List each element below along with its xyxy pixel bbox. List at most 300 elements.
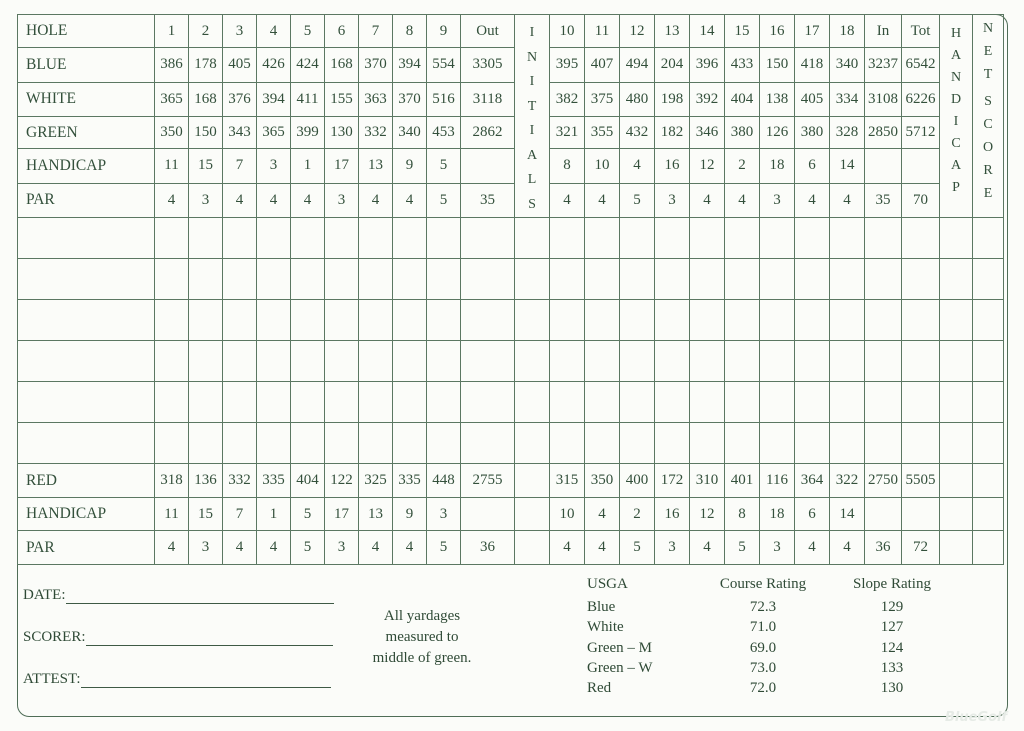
slope-rating: 133 (880, 659, 904, 676)
score-entry-cell[interactable] (973, 300, 1004, 341)
score-entry-cell[interactable] (189, 300, 223, 341)
score-cell: 426 (257, 48, 291, 82)
tot-total: 72 (902, 531, 940, 565)
date-line (66, 603, 334, 604)
score-entry-cell[interactable] (155, 382, 189, 423)
score-cell: 4 (725, 183, 760, 217)
score-cell: 480 (620, 82, 655, 116)
score-entry-cell[interactable] (189, 259, 223, 300)
score-entry-cell[interactable] (940, 341, 973, 382)
score-entry-cell[interactable] (725, 218, 760, 259)
score-entry-cell[interactable] (461, 423, 515, 464)
score-cell: 155 (325, 82, 359, 116)
score-cell: 4 (257, 183, 291, 217)
score-entry-cell[interactable] (865, 300, 902, 341)
tee-name: Red (587, 680, 612, 697)
attest-field[interactable] (23, 671, 331, 688)
score-entry-cell[interactable] (393, 341, 427, 382)
score-entry-cell[interactable] (865, 382, 902, 423)
score-entry-cell[interactable] (18, 259, 155, 300)
score-entry-cell[interactable] (760, 218, 795, 259)
score-entry-cell[interactable] (655, 423, 690, 464)
score-entry-cell[interactable] (795, 218, 830, 259)
score-entry-cell[interactable] (291, 341, 325, 382)
score-entry-cell[interactable] (655, 259, 690, 300)
score-entry-cell[interactable] (393, 300, 427, 341)
score-cell: 10 (585, 149, 620, 183)
score-entry-cell[interactable] (902, 423, 940, 464)
score-cell: 364 (795, 464, 830, 498)
score-cell: 15 (189, 498, 223, 531)
score-entry-cell[interactable] (155, 423, 189, 464)
score-entry-cell[interactable] (690, 382, 725, 423)
score-cell: 17 (325, 498, 359, 531)
score-entry-cell[interactable] (189, 218, 223, 259)
score-entry-cell[interactable] (325, 259, 359, 300)
score-entry-cell[interactable] (359, 259, 393, 300)
score-cell: 150 (189, 116, 223, 148)
score-cell: 365 (155, 82, 189, 116)
score-entry-cell[interactable] (18, 300, 155, 341)
score-cell: 394 (257, 82, 291, 116)
score-entry-cell[interactable] (550, 341, 585, 382)
date-field[interactable] (23, 587, 334, 604)
score-cell: 18 (760, 149, 795, 183)
score-entry-cell[interactable] (257, 218, 291, 259)
score-entry-cell[interactable] (393, 218, 427, 259)
score-entry-cell[interactable] (461, 259, 515, 300)
score-cell: 12 (690, 149, 725, 183)
score-entry-cell[interactable] (690, 218, 725, 259)
score-entry-cell[interactable] (940, 423, 973, 464)
score-cell: 310 (690, 464, 725, 498)
hole-number: 14 (690, 15, 725, 48)
score-cell: 130 (325, 116, 359, 148)
score-entry-cell[interactable] (291, 259, 325, 300)
score-cell: 14 (830, 498, 865, 531)
score-entry-cell[interactable] (257, 341, 291, 382)
score-cell: 4 (223, 531, 257, 565)
score-entry-cell[interactable] (359, 341, 393, 382)
slope-rating-header: Slope Rating (853, 576, 931, 592)
score-cell: 405 (795, 82, 830, 116)
out-total: 36 (461, 531, 515, 565)
score-cell: 404 (725, 82, 760, 116)
score-entry-cell[interactable] (973, 341, 1004, 382)
score-entry-cell[interactable] (795, 382, 830, 423)
score-cell: 3 (760, 183, 795, 217)
score-entry-cell[interactable] (393, 259, 427, 300)
score-entry-cell[interactable] (940, 218, 973, 259)
slope-rating: 129 (880, 599, 904, 615)
score-entry-cell[interactable] (973, 423, 1004, 464)
tee-name: White (587, 619, 624, 636)
score-entry-cell[interactable] (760, 259, 795, 300)
score-entry-cell[interactable] (189, 423, 223, 464)
score-entry-cell[interactable] (291, 218, 325, 259)
score-cell: 4 (830, 531, 865, 565)
score-cell: 328 (830, 116, 865, 148)
score-entry-cell[interactable] (973, 218, 1004, 259)
scorer-field[interactable] (23, 629, 333, 646)
score-cell: 3 (427, 498, 461, 531)
score-cell: 168 (189, 82, 223, 116)
slope-rating: 130 (880, 680, 904, 697)
score-cell: 4 (155, 183, 189, 217)
score-entry-cell[interactable] (18, 218, 155, 259)
score-entry-cell[interactable] (865, 259, 902, 300)
score-entry-cell[interactable] (620, 259, 655, 300)
score-entry-cell[interactable] (155, 300, 189, 341)
score-entry-cell[interactable] (291, 300, 325, 341)
score-entry-cell[interactable] (902, 218, 940, 259)
score-entry-cell[interactable] (18, 382, 155, 423)
score-entry-cell[interactable] (427, 341, 461, 382)
score-cell: 4 (690, 531, 725, 565)
score-entry-cell[interactable] (902, 259, 940, 300)
row-label: RED (18, 464, 155, 498)
score-cell: 335 (393, 464, 427, 498)
score-cell: 335 (257, 464, 291, 498)
score-cell: 3 (760, 531, 795, 565)
handicap-column (940, 15, 973, 218)
initials-column (515, 15, 550, 218)
score-cell: 4 (155, 531, 189, 565)
row-label: PAR (18, 183, 155, 217)
score-entry-cell[interactable] (359, 218, 393, 259)
score-entry-cell[interactable] (760, 300, 795, 341)
score-cell: 396 (690, 48, 725, 82)
score-entry-cell[interactable] (902, 300, 940, 341)
score-cell: 386 (155, 48, 189, 82)
score-entry-cell[interactable] (830, 423, 865, 464)
score-entry-cell[interactable] (257, 300, 291, 341)
score-cell: 516 (427, 82, 461, 116)
score-cell: 382 (550, 82, 585, 116)
score-entry-cell[interactable] (690, 259, 725, 300)
scorecard-table (17, 14, 1004, 565)
score-entry-cell[interactable] (585, 341, 620, 382)
score-cell: 4 (830, 183, 865, 217)
hole-number: 1 (155, 15, 189, 48)
score-cell: 5 (427, 183, 461, 217)
course-rating: 72.3 (749, 599, 777, 615)
score-cell: 363 (359, 82, 393, 116)
score-entry-cell[interactable] (189, 341, 223, 382)
net-label: N E T (982, 21, 994, 82)
score-cell: 10 (550, 498, 585, 531)
score-entry-cell[interactable] (550, 259, 585, 300)
score-entry-cell[interactable] (690, 423, 725, 464)
score-entry-cell[interactable] (585, 259, 620, 300)
score-entry-cell[interactable] (257, 259, 291, 300)
score-entry-cell[interactable] (325, 300, 359, 341)
hole-number: 7 (359, 15, 393, 48)
hole-number: 4 (257, 15, 291, 48)
score-entry-cell[interactable] (189, 382, 223, 423)
score-cell: 355 (585, 116, 620, 148)
score-entry-cell[interactable] (725, 341, 760, 382)
score-entry-cell[interactable] (830, 341, 865, 382)
score-cell: 13 (359, 149, 393, 183)
in-total (865, 498, 902, 531)
score-entry-cell[interactable] (18, 423, 155, 464)
out-total: 35 (461, 183, 515, 217)
score-cell: 418 (795, 48, 830, 82)
score-entry-cell[interactable] (550, 423, 585, 464)
hole-number: 10 (550, 15, 585, 48)
score-entry-cell[interactable] (427, 300, 461, 341)
score-entry-cell[interactable] (393, 423, 427, 464)
score-cell: 198 (655, 82, 690, 116)
net-score-cell (973, 531, 1004, 565)
handicap-column-text: H A N D I C A P (950, 26, 962, 195)
score-cell: 2 (725, 149, 760, 183)
usga-header: USGA (587, 576, 628, 592)
score-entry-cell[interactable] (515, 259, 550, 300)
score-cell: 4 (690, 183, 725, 217)
score-cell: 334 (830, 82, 865, 116)
score-cell: 433 (725, 48, 760, 82)
score-entry-cell[interactable] (585, 382, 620, 423)
course-rating: 72.0 (749, 680, 777, 697)
score-cell: 343 (223, 116, 257, 148)
score-cell: 6 (795, 149, 830, 183)
out-total (461, 498, 515, 531)
score-cell: 116 (760, 464, 795, 498)
score-entry-cell[interactable] (291, 423, 325, 464)
score-entry-cell[interactable] (725, 259, 760, 300)
score-entry-cell[interactable] (393, 382, 427, 423)
score-cell: 172 (655, 464, 690, 498)
player-score-row (18, 259, 1004, 300)
score-entry-cell[interactable] (18, 341, 155, 382)
score-cell: 168 (325, 48, 359, 82)
score-cell: 8 (550, 149, 585, 183)
score-cell: 3 (655, 531, 690, 565)
score-entry-cell[interactable] (830, 259, 865, 300)
out-header: Out (461, 15, 515, 48)
score-cell: 126 (760, 116, 795, 148)
out-total (461, 149, 515, 183)
score-cell: 4 (359, 183, 393, 217)
score-cell: 4 (257, 531, 291, 565)
score-entry-cell[interactable] (325, 218, 359, 259)
net-score-cell (973, 498, 1004, 531)
score-entry-cell[interactable] (223, 218, 257, 259)
score-entry-cell[interactable] (550, 382, 585, 423)
score-entry-cell[interactable] (155, 218, 189, 259)
score-entry-cell[interactable] (795, 259, 830, 300)
score-cell: 394 (393, 48, 427, 82)
score-entry-cell[interactable] (223, 341, 257, 382)
initials-cell (515, 498, 550, 531)
score-entry-cell[interactable] (620, 423, 655, 464)
score-cell: 365 (257, 116, 291, 148)
row-label: WHITE (18, 82, 155, 116)
course-rating: 71.0 (749, 619, 777, 636)
score-entry-cell[interactable] (795, 300, 830, 341)
hole-number: 15 (725, 15, 760, 48)
score-entry-cell[interactable] (725, 382, 760, 423)
score-entry-cell[interactable] (223, 423, 257, 464)
score-cell: 315 (550, 464, 585, 498)
score-entry-cell[interactable] (461, 341, 515, 382)
score-entry-cell[interactable] (830, 218, 865, 259)
score-entry-cell[interactable] (760, 382, 795, 423)
score-entry-cell[interactable] (725, 423, 760, 464)
score-entry-cell[interactable] (550, 218, 585, 259)
score-entry-cell[interactable] (155, 259, 189, 300)
score-entry-cell[interactable] (427, 382, 461, 423)
out-total: 2862 (461, 116, 515, 148)
score-cell: 8 (725, 498, 760, 531)
score-entry-cell[interactable] (940, 382, 973, 423)
tot-header: Tot (902, 15, 940, 48)
note-line: measured to (385, 629, 459, 645)
course-rating: 69.0 (749, 639, 777, 656)
score-cell: 432 (620, 116, 655, 148)
handicap-cell (940, 464, 973, 498)
score-entry-cell[interactable] (515, 341, 550, 382)
score-entry-cell[interactable] (461, 300, 515, 341)
score-entry-cell[interactable] (655, 382, 690, 423)
score-entry-cell[interactable] (461, 382, 515, 423)
score-entry-cell[interactable] (515, 423, 550, 464)
score-entry-cell[interactable] (655, 218, 690, 259)
score-cell: 3 (189, 183, 223, 217)
score-entry-cell[interactable] (690, 341, 725, 382)
score-cell: 136 (189, 464, 223, 498)
tot-total (902, 498, 940, 531)
score-entry-cell[interactable] (655, 300, 690, 341)
net-score-column (973, 15, 1004, 218)
score-entry-cell[interactable] (620, 300, 655, 341)
score-cell: 4 (393, 183, 427, 217)
score-entry-cell[interactable] (155, 341, 189, 382)
score-entry-cell[interactable] (585, 300, 620, 341)
score-cell: 380 (725, 116, 760, 148)
score-cell: 375 (585, 82, 620, 116)
score-entry-cell[interactable] (865, 218, 902, 259)
score-entry-cell[interactable] (940, 259, 973, 300)
score-entry-cell[interactable] (515, 382, 550, 423)
score-cell: 401 (725, 464, 760, 498)
score-entry-cell[interactable] (830, 382, 865, 423)
score-entry-cell[interactable] (795, 341, 830, 382)
score-entry-cell[interactable] (325, 423, 359, 464)
score-entry-cell[interactable] (427, 423, 461, 464)
score-cell: 5 (291, 531, 325, 565)
hole-number: 13 (655, 15, 690, 48)
score-cell: 5 (427, 149, 461, 183)
score-entry-cell[interactable] (973, 382, 1004, 423)
score-entry-cell[interactable] (291, 382, 325, 423)
score-entry-cell[interactable] (359, 300, 393, 341)
score-entry-cell[interactable] (427, 259, 461, 300)
score-cell: 554 (427, 48, 461, 82)
score-cell: 494 (620, 48, 655, 82)
score-entry-cell[interactable] (257, 382, 291, 423)
in-total (865, 149, 902, 183)
score-cell: 2 (620, 498, 655, 531)
score-entry-cell[interactable] (223, 300, 257, 341)
score-entry-cell[interactable] (760, 423, 795, 464)
score-entry-cell[interactable] (973, 259, 1004, 300)
score-entry-cell[interactable] (257, 423, 291, 464)
scorer-line (86, 645, 333, 646)
score-entry-cell[interactable] (902, 382, 940, 423)
score-cell: 424 (291, 48, 325, 82)
score-cell: 399 (291, 116, 325, 148)
score-entry-cell[interactable] (655, 341, 690, 382)
score-entry-cell[interactable] (585, 423, 620, 464)
score-cell: 448 (427, 464, 461, 498)
score-cell: 411 (291, 82, 325, 116)
score-entry-cell[interactable] (902, 341, 940, 382)
score-cell: 4 (291, 183, 325, 217)
score-cell: 376 (223, 82, 257, 116)
score-cell: 122 (325, 464, 359, 498)
slope-rating: 124 (880, 639, 904, 656)
score-entry-cell[interactable] (620, 341, 655, 382)
score-cell: 340 (393, 116, 427, 148)
score-entry-cell[interactable] (427, 218, 461, 259)
score-cell: 325 (359, 464, 393, 498)
score-entry-cell[interactable] (359, 423, 393, 464)
score-entry-cell[interactable] (725, 300, 760, 341)
score-cell: 5 (725, 531, 760, 565)
score-entry-cell[interactable] (620, 218, 655, 259)
score-cell: 453 (427, 116, 461, 148)
score-entry-cell[interactable] (359, 382, 393, 423)
score-entry-cell[interactable] (760, 341, 795, 382)
score-cell: 4 (359, 531, 393, 565)
course-rating-header: Course Rating (719, 576, 807, 592)
tot-total: 5505 (902, 464, 940, 498)
score-cell: 3 (325, 183, 359, 217)
score-label: S C O R E (982, 94, 994, 201)
score-entry-cell[interactable] (461, 218, 515, 259)
hole-number: 17 (795, 15, 830, 48)
score-entry-cell[interactable] (325, 341, 359, 382)
score-cell: 322 (830, 464, 865, 498)
score-cell: 14 (830, 149, 865, 183)
score-entry-cell[interactable] (585, 218, 620, 259)
score-cell: 7 (223, 498, 257, 531)
score-cell: 392 (690, 82, 725, 116)
score-cell: 350 (155, 116, 189, 148)
score-entry-cell[interactable] (515, 300, 550, 341)
in-total: 3237 (865, 48, 902, 82)
score-entry-cell[interactable] (515, 218, 550, 259)
score-entry-cell[interactable] (830, 300, 865, 341)
score-entry-cell[interactable] (550, 300, 585, 341)
score-entry-cell[interactable] (795, 423, 830, 464)
score-cell: 5 (620, 183, 655, 217)
score-cell: 5 (291, 498, 325, 531)
scorer-label: SCORER: (23, 629, 86, 645)
tee-name: Green – M (587, 639, 652, 656)
score-entry-cell[interactable] (620, 382, 655, 423)
score-entry-cell[interactable] (690, 300, 725, 341)
score-entry-cell[interactable] (325, 382, 359, 423)
score-entry-cell[interactable] (223, 382, 257, 423)
score-entry-cell[interactable] (865, 423, 902, 464)
score-entry-cell[interactable] (940, 300, 973, 341)
score-entry-cell[interactable] (865, 341, 902, 382)
score-entry-cell[interactable] (223, 259, 257, 300)
